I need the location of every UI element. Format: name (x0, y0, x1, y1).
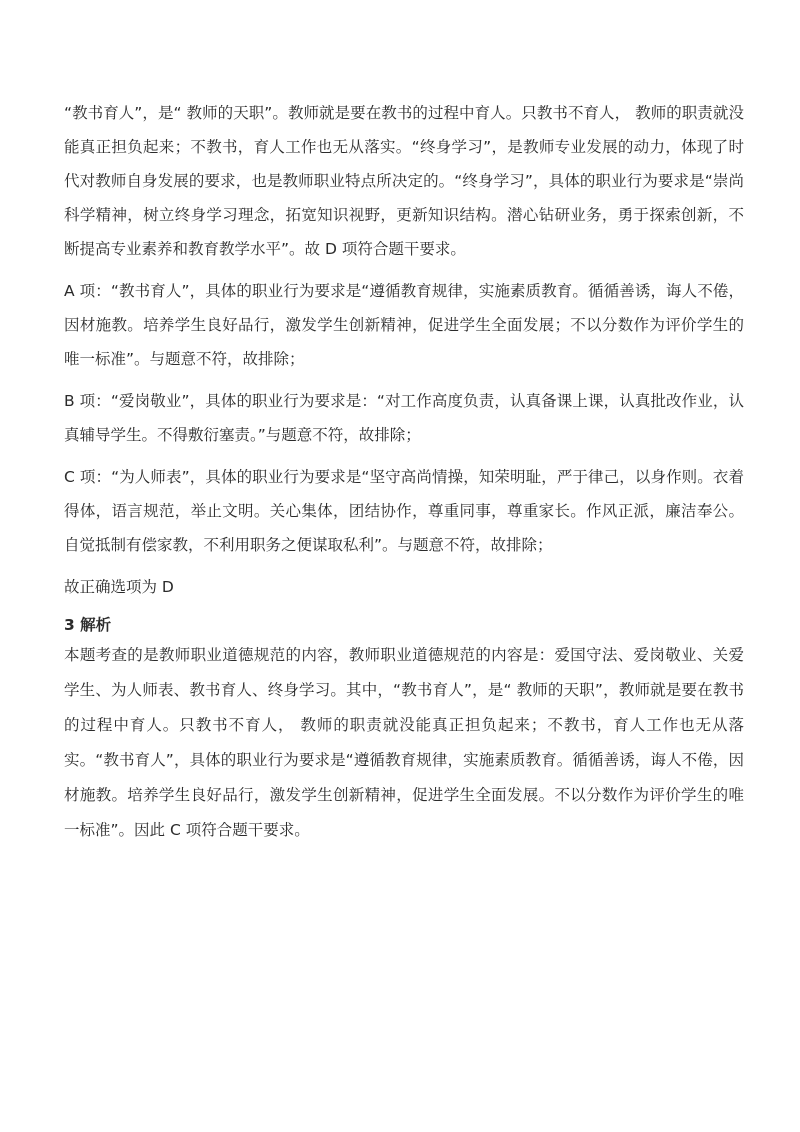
section-body: 本题考查的是教师职业道德规范的内容，教师职业道德规范的内容是：爱国守法、爱岗敬业、关爱学生、为人师表、教书育人、终身学习。其中，“教书育人”，是“ 教师的天职”，教师就是要在教书的过程中育人。只教书不育人， 教师的职责就没能真正担负起来；不教书，育人工作也无从落实。“教书育人”，具体的职业行为要求是“遵循教育规律，实施素质教育。循循善诱，诲人不倦，因材施教。培养学生良好品行，激发学生创新精神，促进学生全面发展。不以分数作为评价学生的唯一标准”。因此 C 项符合题干要求。 (64, 646, 744, 839)
option-c-paragraph: C 项：“为人师表”，具体的职业行为要求是“坚守高尚情操，知荣明耻，严于律己，以身作则。衣着得体，语言规范，举止文明。关心集体，团结协作，尊重同事，尊重家长。作风正派，廉洁奉公。自觉抵制有偿家教，不利用职务之便谋取私利”。与题意不符，故排除； (64, 468, 744, 554)
option-b-paragraph: B 项：“爱岗敬业”，具体的职业行为要求是：“对工作高度负责，认真备课上课，认真批改作业，认真辅导学生。不得敷衍塞责。”与题意不符，故排除； (64, 392, 744, 444)
explanation-paragraph: “教书育人”，是“ 教师的天职”。教师就是要在教书的过程中育人。只教书不育人， 教师的职责就没能真正担负起来；不教书，育人工作也无从落实。“终身学习”，是教师专业发展的动力，体现了时代对教师自身发展的要求，也是教师职业特点所决定的。“终身学习”，具体的职业行为要求是“崇尚科学精神，树立终身学习理念，拓宽知识视野，更新知识结构。潜心钻研业务，勇于探索创新，不断提高专业素养和教育教学水平”。故 D 项符合题干要求。 (64, 104, 744, 258)
option-a-paragraph: A 项：“教书育人”，具体的职业行为要求是“遵循教育规律，实施素质教育。循循善诱，诲人不倦，因材施教。培养学生良好品行，激发学生创新精神，促进学生全面发展；不以分数作为评价学生的唯一标准”。与题意不符，故排除； (64, 282, 744, 368)
answer-paragraph: 故正确选项为 D (64, 578, 174, 596)
section-heading: 3 解析 (64, 616, 112, 634)
document-page (64, 96, 744, 848)
